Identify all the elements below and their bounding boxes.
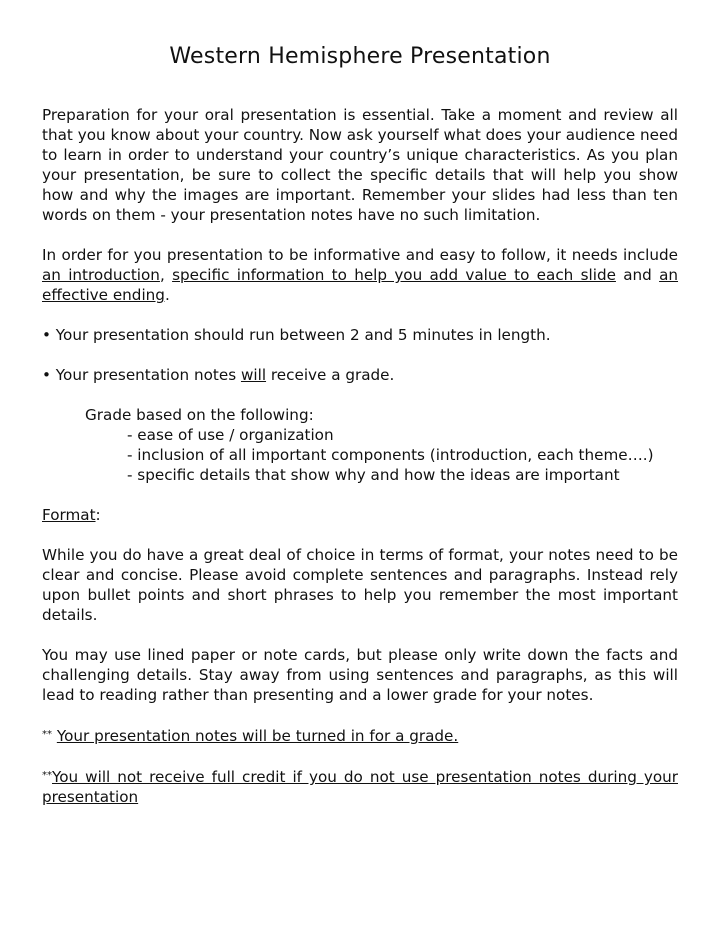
note-full-credit [42,766,678,787]
bullet-length: • Your presentation should run between 2 and 5 minutes in length. [42,326,551,344]
requirement-effective-ending: an effective ending [42,266,679,304]
note-turned-in-text: Your presentation notes will be turned in for a grade. [56,727,459,745]
bullet-grade: • Your presentation notes will receive a grade. [42,366,395,384]
format-label: Format [42,506,96,524]
grade-item: - specific details that show why and how the ideas are important [127,466,620,484]
requirements-separator: , [159,266,173,284]
requirement-specific-information: specific information to help you add value to each slide [172,266,616,284]
asterisk-marker: ** [42,729,52,740]
note-full-credit-continued [42,787,678,807]
requirements-tail: . [164,286,170,304]
requirement-introduction: an introduction [42,266,160,284]
note-full-credit-text-end: presentation [42,788,139,806]
requirements-paragraph [42,245,678,305]
materials-paragraph: You may use lined paper or note cards, but please only write down the facts and challenging details. Stay away from using sentences and paragraphs, as this will lead to reading rather than presenting and a lower grade for your notes. [42,646,678,704]
note-turned-in [42,725,678,746]
emphasis-will: will [240,366,267,384]
grade-item: - ease of use / organization [127,426,334,444]
document-body [42,105,678,807]
format-heading: Format: [42,506,101,524]
note-full-credit-text: You will not receive full credit if you do not use presentation notes during your [52,768,678,786]
document-title: Western Hemisphere Presentation [169,44,551,69]
requirements-separator: and [615,266,660,284]
requirements-lead: In order for you presentation to be informative and easy to follow, it needs include [42,246,678,264]
intro-paragraph: Preparation for your oral presentation is essential. Take a moment and review all that you know about your country. Now ask yourself what does your audience need to learn in order to understand your country’s unique characteristics. As you plan your presentation, be sure to collect the specific details that will help you show how and why the images are important. Remember your slides had less than ten words on them - your presentation notes have no such limitation. [42,106,678,224]
asterisk-marker: ** [42,770,52,781]
grade-item: - inclusion of all important components (introduction, each theme….) [127,446,654,464]
format-paragraph: While you do have a great deal of choice in terms of format, your notes need to be clear and concise. Please avoid complete sentences and paragraphs. Instead rely upon bullet points and short phrases to help you remember the most important details. [42,546,678,624]
grade-heading: Grade based on the following: [85,406,314,424]
